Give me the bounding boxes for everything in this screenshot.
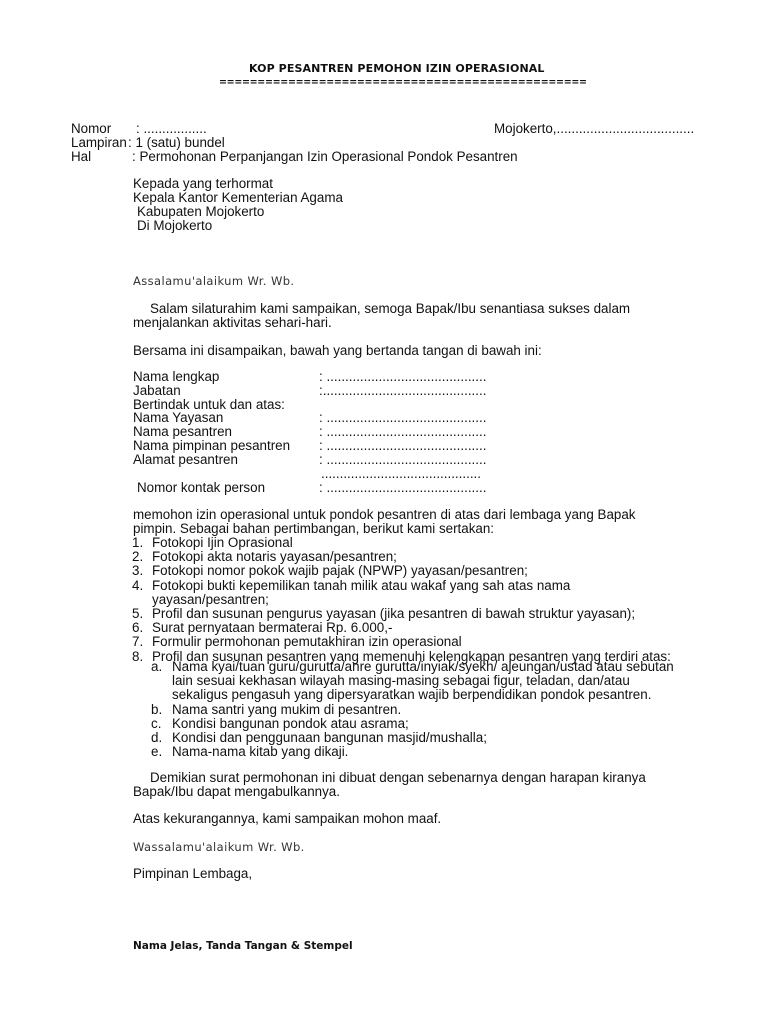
nomor-label: Nomor	[71, 121, 112, 136]
recipient-line-1: Kepada yang terhormat	[133, 176, 273, 191]
list-text: sekaligus pengasuh yang dipersyaratkan wajib berpendidikan pondok pesantren.	[172, 687, 652, 703]
list-item	[132, 745, 732, 759]
field-value: : ...........................................	[319, 369, 487, 384]
intro-line-2: menjalankan aktivitas sehari-hari.	[133, 315, 332, 330]
list-item	[132, 731, 732, 745]
list-item	[132, 660, 732, 674]
closing-line-2: Bapak/Ibu dapat mengabulkannya.	[133, 784, 340, 799]
closing-salutation: Wassalamu'alaikum Wr. Wb.	[133, 840, 305, 854]
list-text: Profil dan susunan pengurus yayasan (jika pesantren di bawah struktur yayasan);	[152, 605, 636, 621]
list-number: 8.	[132, 648, 144, 664]
letterhead-title: KOP PESANTREN PEMOHON IZIN OPERASIONAL	[249, 62, 545, 75]
list-text: Fotokopi Ijin Oprasional	[152, 535, 293, 550]
field-value: : ...........................................	[319, 438, 487, 453]
closing-line-1: Demikian surat permohonan ini dibuat dengan sebenarnya dengan harapan kiranya	[150, 770, 646, 785]
list-number: 6.	[132, 620, 144, 636]
field-value: :............................................	[319, 383, 487, 398]
field-label: Nama Yayasan	[133, 410, 224, 425]
nomor-value: : .................	[136, 121, 207, 136]
list-item	[132, 564, 732, 578]
list-number: 7.	[132, 634, 144, 650]
list-item	[132, 717, 732, 731]
recipient-line-4: Di Mojokerto	[137, 218, 213, 233]
field-label: Nomor kontak person	[137, 480, 266, 495]
recipient-line-3: Kabupaten Mojokerto	[137, 204, 265, 219]
lampiran-value: : 1 (satu) bundel	[128, 135, 225, 150]
field-value: : ...........................................	[319, 410, 487, 425]
list-item	[132, 674, 732, 688]
list-text: Fotokopi bukti kepemilikan tanah milik atau wakaf yang sah atas nama	[152, 577, 571, 593]
field-label: Nama lengkap	[133, 369, 220, 384]
intro-line-1: Salam silaturahim kami sampaikan, semoga Bapak/Ibu senantiasa sukses dalam	[150, 301, 631, 316]
field-value: : ...........................................	[319, 480, 487, 495]
list-letter: d.	[151, 729, 163, 745]
sender-title: Pimpinan Lembaga,	[133, 866, 253, 881]
field-value: : ...........................................	[319, 424, 487, 439]
signature-label: Nama Jelas, Tanda Tangan & Stempel	[133, 940, 353, 952]
list-text: Surat pernyataan bermaterai Rp. 6.000,-	[152, 620, 393, 636]
sub-item-list	[132, 660, 732, 759]
apology-line: Atas kekurangannya, kami sampaikan mohon maaf.	[133, 811, 442, 826]
request-line-1: memohon izin operasional untuk pondok pesantren di atas dari lembaga yang Bapak	[133, 507, 636, 522]
field-label: Bertindak untuk dan atas:	[133, 397, 285, 412]
list-number: 5.	[132, 605, 144, 621]
opening-salutation: Assalamu'alaikum Wr. Wb.	[133, 274, 295, 288]
list-text: yayasan/pesantren;	[152, 591, 269, 607]
list-text: Formulir permohonan pemutakhiran izin operasional	[152, 634, 462, 650]
request-line-2: pimpin. Sebagai bahan pertimbangan, berikut kami sertakan:	[133, 521, 495, 536]
list-item	[132, 550, 732, 564]
field-value: ...........................................	[321, 466, 481, 481]
list-letter: c.	[151, 715, 162, 731]
list-text: Nama santri yang mukim di pesantren.	[172, 701, 402, 717]
list-text: Nama kyai/tuan guru/gurutta/anre gurutta/inyiak/syekh/ ajeungan/ustad atau sebutan	[172, 659, 674, 674]
list-item	[132, 635, 732, 649]
letterhead-divider: ================================================	[219, 77, 587, 88]
list-item	[132, 593, 732, 607]
list-item	[132, 536, 732, 550]
list-text: lain sesuai kekhasan wilayah masing-masing sebagai figur, teladan, dan/atau	[172, 673, 630, 689]
list-item	[132, 703, 732, 717]
field-label: Nama pimpinan pesantren	[133, 438, 291, 453]
list-text: Kondisi bangunan pondok atau asrama;	[172, 715, 409, 731]
lampiran-label: Lampiran	[71, 135, 127, 150]
list-item	[132, 688, 732, 702]
field-value: : ...........................................	[319, 452, 487, 467]
list-number: 2.	[132, 549, 144, 565]
list-text: Nama-nama kitab yang dikaji.	[172, 744, 349, 760]
list-letter: b.	[151, 701, 163, 717]
list-text: Profil dan susunan pesantren yang memenuhi kelengkapan pesantren yang terdiri atas:	[152, 648, 671, 664]
list-item	[132, 621, 732, 635]
list-text: Fotokopi nomor pokok wajib pajak (NPWP) yayasan/pesantren;	[152, 563, 528, 579]
list-letter: a.	[151, 659, 163, 674]
list-letter: e.	[151, 744, 163, 760]
field-label: Nama pesantren	[133, 424, 232, 439]
place-date: Mojokerto,.....................................	[494, 121, 695, 136]
hal-value: : Permohonan Perpanjangan Izin Operasional Pondok Pesantren	[132, 149, 518, 164]
list-number: 1.	[132, 535, 144, 550]
list-item	[132, 607, 732, 621]
recipient-line-2: Kepala Kantor Kementerian Agama	[133, 190, 343, 205]
hal-label: Hal	[71, 149, 92, 164]
list-text: Kondisi dan penggunaan bangunan masjid/mushalla;	[172, 729, 487, 745]
statement-line: Bersama ini disampaikan, bawah yang bertanda tangan di bawah ini:	[133, 343, 542, 358]
field-label: Alamat pesantren	[133, 452, 238, 467]
field-label: Jabatan	[133, 383, 181, 398]
list-item	[132, 579, 732, 593]
attachment-list	[132, 536, 732, 664]
list-text: Fotokopi akta notaris yayasan/pesantren;	[152, 549, 397, 565]
list-number: 3.	[132, 563, 144, 579]
list-number: 4.	[132, 577, 144, 593]
